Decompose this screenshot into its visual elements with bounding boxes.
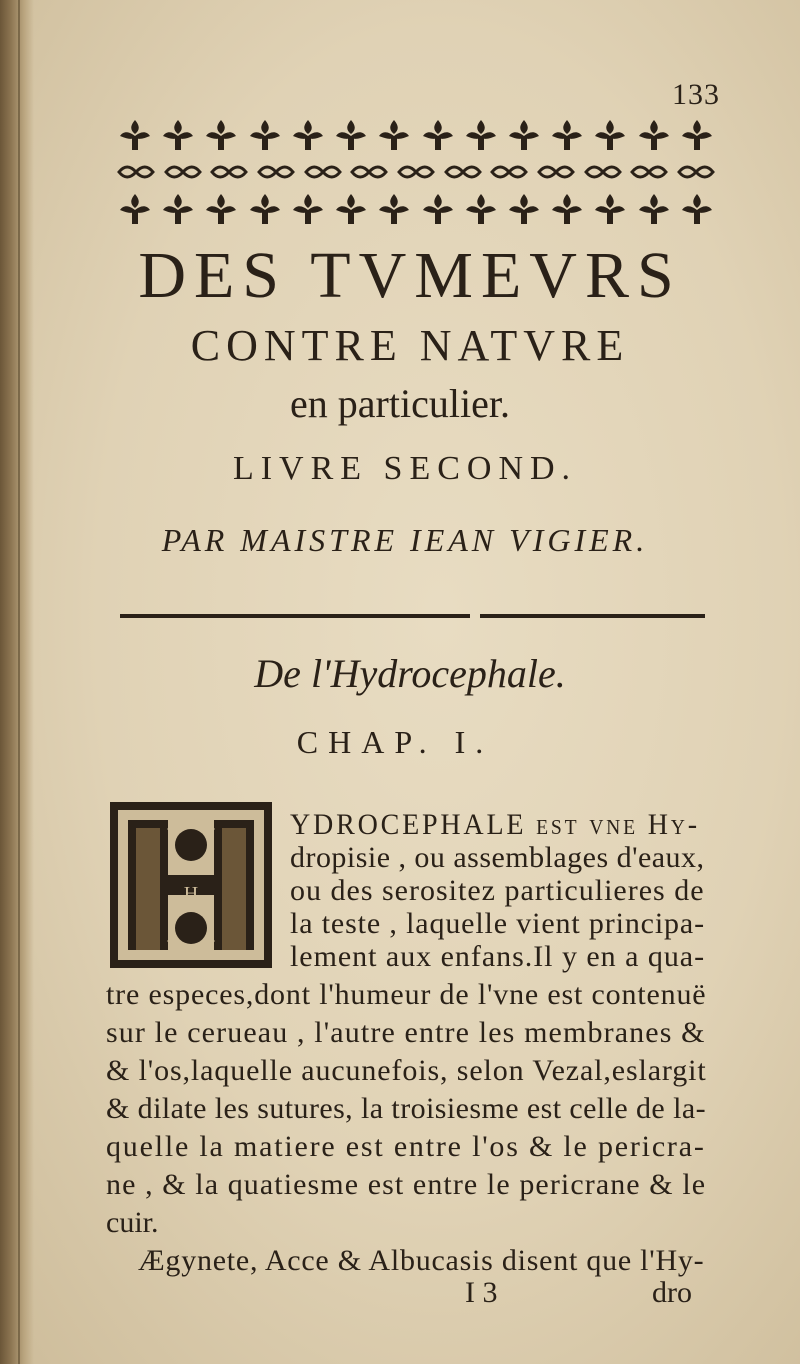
signature-mark: I 3 xyxy=(465,1276,498,1309)
decorated-initial-h xyxy=(108,800,274,970)
book-label: LIVRE SECOND. xyxy=(232,450,578,487)
body-line: ou des serositez particulieres de xyxy=(290,874,705,907)
chapter-number: CHAP. I. xyxy=(296,724,494,760)
chapter-heading: De l'Hydrocephale. xyxy=(254,651,566,696)
body-line: & dilate les sutures, la troisiesme est celle de la- xyxy=(106,1092,706,1125)
fleuron-icon xyxy=(159,192,197,226)
knot-ornament-icon xyxy=(676,162,716,182)
fleuron-icon xyxy=(332,192,370,226)
fleuron-icon xyxy=(505,192,543,226)
body-line: cuir. xyxy=(106,1206,159,1239)
fleuron-icon xyxy=(635,118,673,152)
fleuron-icon xyxy=(548,118,586,152)
fleuron-icon xyxy=(332,118,370,152)
divider-rule-right xyxy=(480,614,705,618)
body-line: ne , & la quatiesme est entre le pericrane & le xyxy=(106,1168,707,1201)
knot-ornament-icon xyxy=(163,162,203,182)
knot-ornament-icon xyxy=(256,162,296,182)
fleuron-row-middle xyxy=(116,153,716,190)
fleuron-icon xyxy=(375,118,413,152)
fleuron-icon xyxy=(246,118,284,152)
fleuron-icon xyxy=(116,118,154,152)
knot-ornament-icon xyxy=(209,162,249,182)
decorative-fleuron-band xyxy=(116,116,716,228)
page-number: 133 xyxy=(672,78,720,111)
body-line: tre especes,dont l'humeur de l'vne est contenuë xyxy=(106,978,707,1011)
fleuron-icon xyxy=(202,192,240,226)
fleuron-icon xyxy=(591,192,629,226)
knot-ornament-icon xyxy=(303,162,343,182)
page-subtitle: CONTRE NATVRE xyxy=(190,321,630,370)
fleuron-row-top xyxy=(116,116,716,153)
knot-ornament-icon xyxy=(583,162,623,182)
fleuron-icon xyxy=(591,118,629,152)
knot-ornament-icon xyxy=(396,162,436,182)
knot-ornament-icon xyxy=(443,162,483,182)
fleuron-icon xyxy=(678,118,716,152)
knot-ornament-icon xyxy=(536,162,576,182)
fleuron-icon xyxy=(548,192,586,226)
fleuron-icon xyxy=(635,192,673,226)
decorated-initial-h-icon xyxy=(108,800,274,970)
author-line: PAR MAISTRE IEAN VIGIER. xyxy=(161,522,649,558)
body-line: la teste , laquelle vient principa- xyxy=(290,907,705,940)
body-line: sur le cerueau , l'autre entre les membranes & xyxy=(106,1016,706,1049)
subtitle-line-2: en particulier. xyxy=(290,381,510,426)
fleuron-icon xyxy=(246,192,284,226)
fleuron-icon xyxy=(462,118,500,152)
body-line: YDROCEPHALE est vne Hy- xyxy=(290,808,700,841)
body-line: dropisie , ou assemblages d'eaux, xyxy=(290,841,705,874)
knot-ornament-icon xyxy=(489,162,529,182)
body-line: & l'os,laquelle aucunefois, selon Vezal,eslargit xyxy=(106,1054,707,1087)
divider-rule-left xyxy=(120,614,470,618)
knot-ornament-icon xyxy=(116,162,156,182)
knot-ornament-icon xyxy=(629,162,669,182)
body-line: Ægynete, Acce & Albucasis disent que l'Hy- xyxy=(138,1244,705,1277)
fleuron-icon xyxy=(159,118,197,152)
fleuron-icon xyxy=(462,192,500,226)
fleuron-icon xyxy=(505,118,543,152)
fleuron-icon xyxy=(116,192,154,226)
fleuron-icon xyxy=(419,192,457,226)
fleuron-icon xyxy=(202,118,240,152)
fleuron-icon xyxy=(289,118,327,152)
knot-ornament-icon xyxy=(349,162,389,182)
catchword: dro xyxy=(652,1276,692,1309)
body-line: lement aux enfans.Il y en a qua- xyxy=(290,940,706,973)
fleuron-icon xyxy=(419,118,457,152)
page-title: DES TVMEVRS xyxy=(138,239,682,312)
svg-text:H: H xyxy=(183,883,199,905)
fleuron-icon xyxy=(678,192,716,226)
fleuron-icon xyxy=(289,192,327,226)
fleuron-icon xyxy=(375,192,413,226)
fleuron-row-bottom xyxy=(116,190,716,227)
body-line: quelle la matiere est entre l'os & le pericra- xyxy=(106,1130,706,1163)
